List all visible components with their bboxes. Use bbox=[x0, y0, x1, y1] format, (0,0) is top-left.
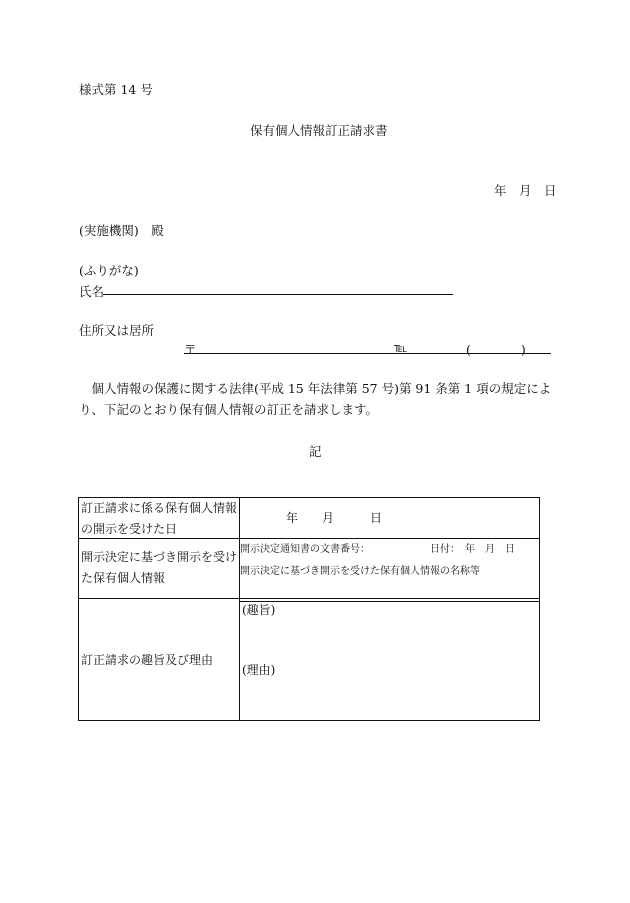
ki-marker: 記 bbox=[309, 444, 322, 459]
request-table bbox=[78, 497, 540, 721]
purpose-field[interactable]: (趣旨) bbox=[242, 603, 276, 617]
disclosure-date-label: 訂正請求に係る保有個人情報の開示を受けた日 bbox=[81, 501, 238, 536]
reason-field[interactable]: (理由) bbox=[242, 663, 276, 677]
address-underline[interactable] bbox=[184, 353, 551, 354]
doc-date-field[interactable]: 日付： 年 月 日 bbox=[430, 544, 515, 555]
purpose-reason-label: 訂正請求の趣旨及び理由 bbox=[81, 653, 214, 667]
furigana-label: (ふりがな) bbox=[79, 263, 139, 278]
form-number: 様式第 14 号 bbox=[79, 82, 153, 97]
disclosure-date-field[interactable]: 年 月 日 bbox=[286, 511, 383, 525]
postal-mark: 〒 bbox=[184, 342, 197, 357]
phone-parens: ( ) bbox=[466, 342, 526, 357]
tel-icon: ℡ bbox=[394, 340, 408, 355]
row-divider-2b bbox=[239, 601, 539, 602]
request-body-text: 個人情報の保護に関する法律(平成 15 年法律第 57 号)第 91 条第 1 項の規定により、下記のとおり保有個人情報の訂正を請求します。 bbox=[79, 381, 552, 417]
column-divider bbox=[239, 498, 240, 720]
doc-number-field[interactable]: 開示決定通知書の文書番号： bbox=[240, 544, 370, 555]
addressee: (実施機関) 殿 bbox=[79, 223, 164, 238]
date-line: 年 月 日 bbox=[494, 183, 557, 198]
row-divider-2a bbox=[79, 598, 539, 599]
address-label: 住所又は居所 bbox=[79, 323, 155, 338]
name-label: 氏名 bbox=[79, 284, 105, 299]
page-title: 保有個人情報訂正請求書 bbox=[250, 123, 388, 138]
disclosed-info-label: 開示決定に基づき開示を受けた保有個人情報 bbox=[81, 550, 238, 585]
info-name-field[interactable]: 開示決定に基づき開示を受けた保有個人情報の名称等 bbox=[240, 566, 480, 577]
name-underline[interactable] bbox=[103, 294, 453, 295]
